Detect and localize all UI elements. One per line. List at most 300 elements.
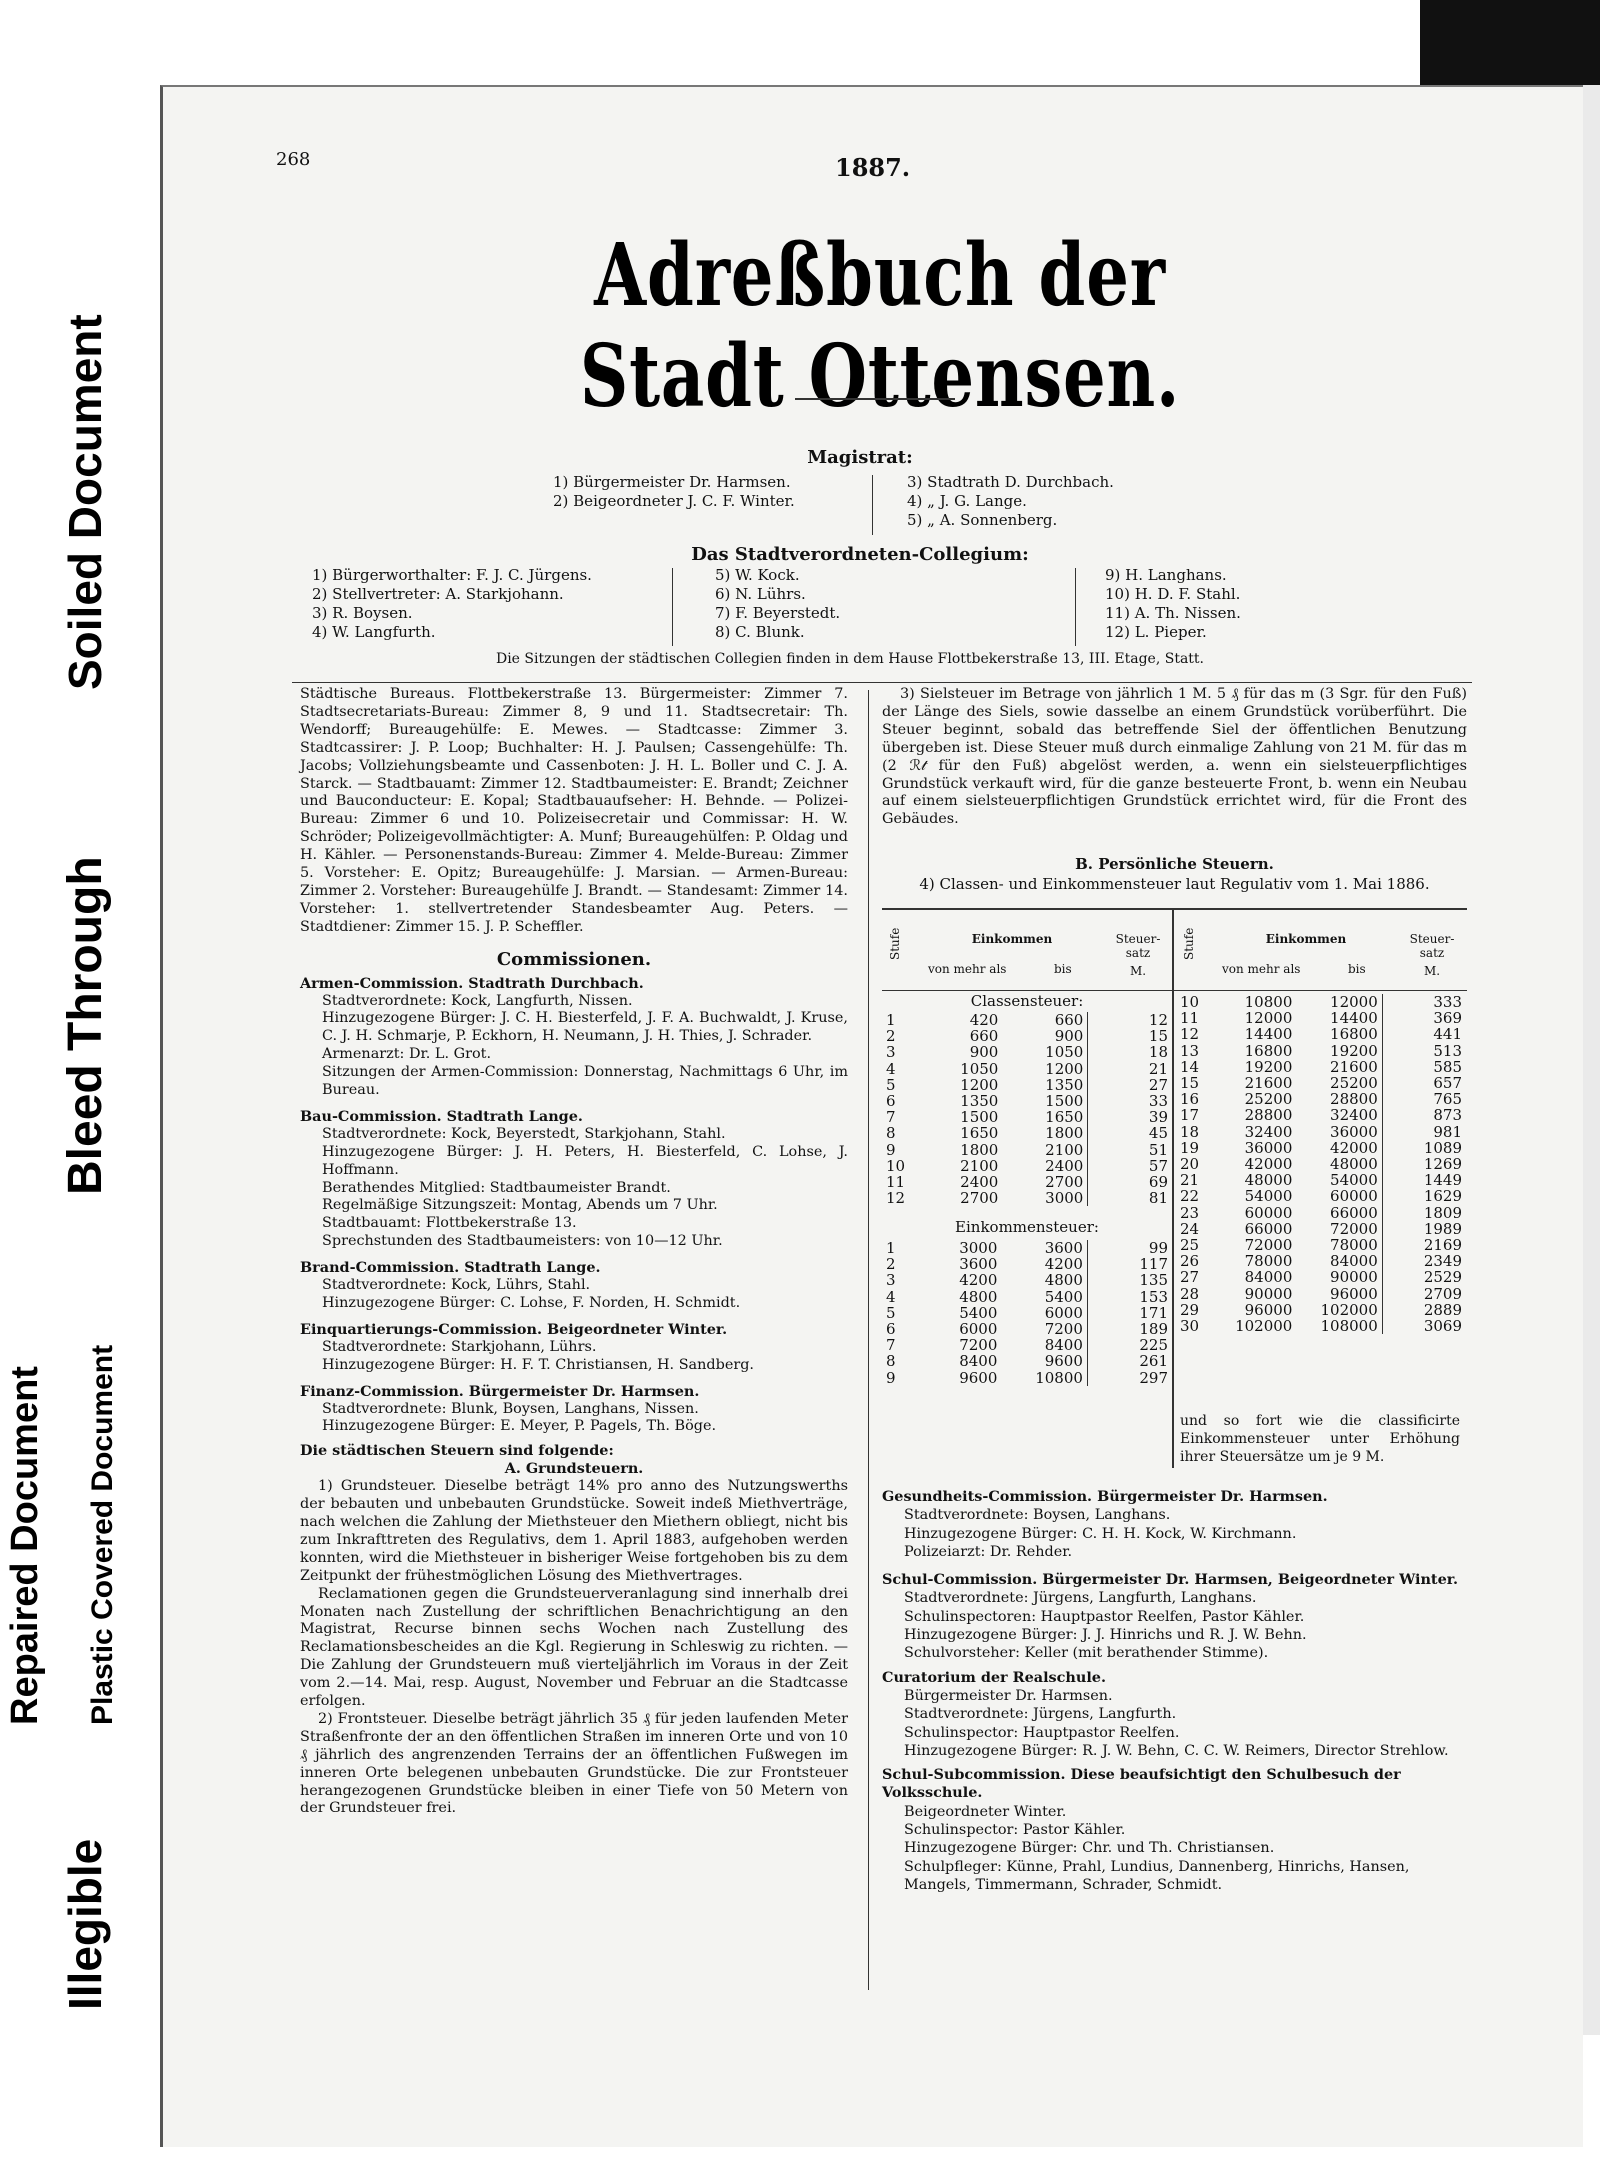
stufe-cell: 4	[886, 1059, 896, 1078]
von-cell: 36000	[1244, 1138, 1293, 1157]
steuersatz-cell: 765	[1382, 1091, 1466, 1107]
steuersatz-cell: 15	[1088, 1028, 1172, 1044]
tax-row	[1176, 1318, 1466, 1334]
commission-heading: Finanz-Commission. Bürgermeister Dr. Harmsen.	[300, 1382, 700, 1400]
steuersatz-cell: 189	[1087, 1321, 1172, 1337]
commission-line: Hinzugezogene Bürger: J. H. Peters, H. Biesterfeld, C. Lohse, J. Hoffmann.	[322, 1143, 848, 1178]
von-cell: 32400	[1244, 1122, 1293, 1141]
label-repaired: Repaired Document	[4, 1366, 46, 1725]
commission-line: Stadtverordnete: Kock, Beyerstedt, Starkjohann, Stahl.	[322, 1125, 726, 1142]
tax-row	[1176, 1188, 1466, 1204]
collegium-member: 12) L. Pieper.	[1105, 623, 1207, 641]
grundsteuern-heading: A. Grundsteuern.	[504, 1460, 644, 1478]
stufe-cell: 21	[1180, 1171, 1200, 1190]
stufe-cell: 1	[886, 1011, 896, 1029]
bis-cell: 8400	[1044, 1336, 1083, 1355]
steuersatz-cell: 297	[1087, 1370, 1172, 1386]
bis-cell: 36000	[1330, 1122, 1378, 1141]
commission-line: Sitzungen der Armen-Commission: Donnerstag, Nachmittags 6 Uhr, im Bureau.	[322, 1064, 848, 1099]
steuersatz-cell: 873	[1382, 1107, 1466, 1123]
collegium-member: 2) Stellvertreter: A. Starkjohann.	[312, 585, 564, 603]
column-divider	[868, 690, 869, 1990]
commission-line: Regelmäßige Sitzungszeit: Montag, Abends um 7 Uhr.	[322, 1197, 718, 1214]
bis-cell: 1350	[1045, 1075, 1084, 1094]
tax-row	[882, 1093, 1172, 1109]
steuersatz-cell: 99	[1087, 1240, 1172, 1256]
left-column	[300, 686, 848, 1818]
table-header-right	[1176, 912, 1466, 992]
von-cell: 1650	[960, 1124, 999, 1143]
commission-heading: Brand-Commission. Stadtrath Lange.	[300, 1259, 601, 1277]
steuersatz-cell: 981	[1382, 1124, 1466, 1140]
magistrat-item: 5) „ A. Sonnenberg.	[907, 511, 1058, 529]
tax-row	[882, 1289, 1172, 1305]
stufe-cell: 11	[886, 1173, 906, 1192]
steuersatz-cell: 1089	[1382, 1140, 1466, 1156]
tax-row	[882, 1012, 1172, 1028]
commission-line: Schulinspector: Pastor Kähler.	[904, 1822, 1126, 1839]
bis-cell: 1800	[1045, 1124, 1084, 1143]
von-cell: 54000	[1244, 1187, 1293, 1206]
von-cell: 3000	[959, 1239, 998, 1257]
tax-row	[1176, 1059, 1466, 1075]
tax-row	[1176, 1302, 1466, 1318]
commission-line: Armenarzt: Dr. L. Grot.	[322, 1046, 492, 1063]
bis-cell: 4800	[1044, 1271, 1083, 1290]
commission-heading: Armen-Commission. Stadtrath Durchbach.	[300, 974, 644, 992]
steuersatz-cell: 135	[1087, 1272, 1172, 1288]
tax-row	[882, 1109, 1172, 1125]
header-steuersatz: Steuer-satz	[1409, 932, 1455, 960]
von-cell: 16800	[1244, 1041, 1293, 1060]
commission-line: Schulinspector: Hauptpastor Reelfen.	[904, 1724, 1180, 1741]
commission-line: Hinzugezogene Bürger: C. H. H. Kock, W. Kirchmann.	[904, 1525, 1297, 1542]
stufe-cell: 27	[1180, 1268, 1200, 1287]
collegium-member: 9) H. Langhans.	[1105, 566, 1227, 584]
commission-line: Berathendes Mitglied: Stadtbaumeister Brandt.	[322, 1179, 671, 1196]
commission-line: Stadtverordnete: Kock, Langfurth, Nissen.	[322, 992, 633, 1009]
stufe-cell: 12	[886, 1189, 906, 1208]
bis-cell: 660	[1054, 1011, 1084, 1029]
magistrat-left	[553, 473, 873, 511]
von-cell: 2400	[960, 1173, 999, 1192]
table-top-rule	[882, 908, 1467, 910]
von-cell: 96000	[1244, 1300, 1293, 1319]
label-bleed-through: Bleed Through	[59, 856, 112, 1195]
bis-cell: 2700	[1045, 1173, 1084, 1192]
tax-row	[1176, 1205, 1466, 1221]
sielsteuer-paragraph: 3) Sielsteuer im Betrage von jährlich 1 M. 5 ₰ für das m (3 Sgr. für den Fuß) der Länge des Siels, sowie dasselbe an einem Grundstück vorüberführt. Die Steuer beginnt, sobald das betreffende Siel der öffentlichen Benutzung übergeben ist. Diese Steuer muß durch einmalige Zahlung von 21 M. für das m (2 ℛ𝓉 für den Fuß) abgelöst werden, a. wenn ein sielsteuerpflichtiges Grundstück verkauft wird, für die ganze besteuerte Front, b. wenn ein Neubau auf einem sielsteuerpflichtigen Grundstück errichtet wird, für die Front des Gebäudes.	[882, 686, 1467, 828]
steuersatz-cell: 81	[1088, 1190, 1172, 1206]
stufe-cell: 5	[886, 1303, 896, 1322]
bis-cell: 72000	[1330, 1219, 1378, 1238]
commission-line: Hinzugezogene Bürger: E. Meyer, P. Pagels, Th. Böge.	[322, 1418, 717, 1435]
section-b4-heading: 4) Classen- und Einkommensteuer laut Regulativ vom 1. Mai 1886.	[919, 875, 1430, 893]
steuersatz-cell: 171	[1087, 1305, 1172, 1321]
bis-cell: 90000	[1330, 1268, 1378, 1287]
stufe-cell: 7	[886, 1336, 896, 1355]
steuersatz-cell: 1449	[1382, 1172, 1466, 1188]
tax-row	[1176, 1091, 1466, 1107]
stufe-cell: 17	[1180, 1106, 1200, 1125]
taxes-intro: Die städtischen Steuern sind folgende:	[300, 1442, 614, 1460]
tax-row	[882, 1305, 1172, 1321]
commission-line: Stadtverordnete: Blunk, Boysen, Langhans, Nissen.	[322, 1400, 699, 1417]
von-cell: 420	[969, 1011, 999, 1029]
side-label-panel	[0, 0, 150, 2177]
collegium-member: 1) Bürgerworthalter: F. J. C. Jürgens.	[312, 566, 592, 584]
von-cell: 1800	[960, 1140, 999, 1159]
commission-line: Schulinspectoren: Hauptpastor Reelfen, Pastor Kähler.	[904, 1608, 1305, 1625]
steuersatz-cell: 2889	[1382, 1302, 1466, 1318]
classensteuer-label: Classensteuer:	[970, 992, 1084, 1010]
tax-row	[882, 1044, 1172, 1060]
commission-line: Schulvorsteher: Keller (mit berathender Stimme).	[904, 1645, 1269, 1662]
tax-row	[1176, 1237, 1466, 1253]
steuersatz-cell: 2349	[1382, 1253, 1466, 1269]
stufe-cell: 22	[1180, 1187, 1200, 1206]
stufe-cell: 16	[1180, 1090, 1200, 1109]
bis-cell: 3000	[1045, 1189, 1084, 1208]
von-cell: 7200	[959, 1336, 998, 1355]
bis-cell: 84000	[1330, 1252, 1378, 1271]
von-cell: 900	[969, 1043, 999, 1062]
commission-heading: Gesundheits-Commission. Bürgermeister Dr. Harmsen.	[882, 1488, 1328, 1505]
commission-line: Stadtverordnete: Boysen, Langhans.	[904, 1507, 1171, 1524]
table-mid-divider	[1172, 908, 1174, 1468]
von-cell: 9600	[959, 1368, 998, 1387]
collegium-member: 7) F. Beyerstedt.	[715, 604, 841, 622]
steuersatz-cell: 369	[1382, 1010, 1466, 1026]
table-header-left	[882, 912, 1172, 992]
stufe-cell: 29	[1180, 1300, 1200, 1319]
bis-cell: 14400	[1330, 1009, 1378, 1028]
tax-row	[1176, 1043, 1466, 1059]
collegium-member: 3) R. Boysen.	[312, 604, 413, 622]
scan-background	[1420, 0, 1600, 85]
bis-cell: 96000	[1330, 1284, 1378, 1303]
von-cell: 42000	[1244, 1155, 1293, 1174]
bis-cell: 1050	[1045, 1043, 1084, 1062]
einkommensteuer-table	[882, 1240, 1172, 1386]
steuersatz-cell: 51	[1088, 1142, 1172, 1158]
stufe-cell: 9	[886, 1140, 896, 1159]
collegium-heading: Das Stadtverordneten-Collegium:	[691, 544, 1029, 565]
steuersatz-cell: 1629	[1382, 1188, 1466, 1204]
stufe-cell: 7	[886, 1108, 896, 1127]
tax-row	[882, 1190, 1172, 1206]
commission-line: Hinzugezogene Bürger: J. J. Hinrichs und R. J. W. Behn.	[904, 1627, 1307, 1644]
commission-line: Stadtverordnete: Jürgens, Langfurth.	[904, 1706, 1177, 1723]
stufe-cell: 12	[1180, 1025, 1200, 1044]
header-einkommen: Einkommen	[1265, 932, 1347, 946]
header-von-mehr-als: von mehr als	[928, 962, 1007, 976]
right-column-commissions	[882, 1488, 1467, 1894]
sessions-note: Die Sitzungen der städtischen Collegien finden in dem Hause Flottbekerstraße 13, III. Etage, Statt.	[495, 651, 1205, 667]
reclamation-paragraph: Reclamationen gegen die Grundsteuerveranlagung sind innerhalb drei Monaten nach Zustellung der schriftlichen Benachrichtigung an den Magistrat, Recurse binnen sechs Wochen nach Zustellung des Reclamationsbescheides an die Kgl. Regierung in Schleswig zu richten. — Die Zahlung der Grundsteuern muß vierteljährlich im Voraus in der Zeit vom 2.—14. Mai, resp. August, November und Februar an die Stadtcasse erfolgen.	[300, 1585, 848, 1710]
von-cell: 5400	[959, 1303, 998, 1322]
header-unit: M.	[1423, 964, 1441, 978]
bis-cell: 66000	[1330, 1203, 1378, 1222]
stufe-cell: 5	[886, 1075, 896, 1094]
bis-cell: 3600	[1044, 1239, 1083, 1257]
tax-row	[882, 1272, 1172, 1288]
magistrat-right	[907, 473, 1207, 530]
stufe-cell: 18	[1180, 1122, 1200, 1141]
steuersatz-cell: 585	[1382, 1059, 1466, 1075]
commission-line: Hinzugezogene Bürger: Chr. und Th. Christiansen.	[904, 1840, 1275, 1857]
bis-cell: 1200	[1045, 1059, 1084, 1078]
tax-row	[1176, 1286, 1466, 1302]
magistrat-heading: Magistrat:	[807, 447, 913, 468]
tax-row	[1176, 994, 1466, 1010]
bis-cell: 10800	[1035, 1368, 1083, 1387]
header-von-mehr-als: von mehr als	[1222, 962, 1301, 976]
stufe-cell: 25	[1180, 1236, 1200, 1255]
label-plastic-covered: Plastic Covered Document	[86, 1344, 119, 1725]
von-cell: 78000	[1244, 1252, 1293, 1271]
header-separator	[292, 682, 1472, 683]
stufe-cell: 24	[1180, 1219, 1200, 1238]
table-header-rule	[882, 990, 1467, 991]
stufe-cell: 8	[886, 1352, 896, 1371]
stufe-cell: 28	[1180, 1284, 1200, 1303]
collegium-member: 6) N. Lührs.	[715, 585, 806, 603]
bis-cell: 108000	[1320, 1317, 1378, 1336]
bis-cell: 48000	[1330, 1155, 1378, 1174]
von-cell: 14400	[1244, 1025, 1293, 1044]
von-cell: 2100	[960, 1156, 999, 1175]
tax-row	[882, 1061, 1172, 1077]
collegium-divider	[672, 568, 673, 646]
tax-row	[1176, 1269, 1466, 1285]
von-cell: 3600	[959, 1255, 998, 1274]
von-cell: 660	[969, 1027, 999, 1046]
header-bis: bis	[1348, 962, 1366, 976]
tax-row	[882, 1142, 1172, 1158]
collegium-col1	[312, 566, 672, 642]
tax-row	[1176, 1010, 1466, 1026]
commission-line: Polizeiarzt: Dr. Rehder.	[904, 1543, 1073, 1560]
commission-heading: Schul-Subcommission. Diese beaufsichtigt den Schulbesuch der Volksschule.	[882, 1766, 1401, 1802]
header-stufe: Stufe	[888, 927, 902, 960]
steuersatz-cell: 1989	[1382, 1221, 1466, 1237]
stufe-cell: 8	[886, 1124, 896, 1143]
commission-line: Stadtverordnete: Starkjohann, Lührs.	[322, 1338, 597, 1355]
von-cell: 72000	[1244, 1236, 1293, 1255]
commission-line: Stadtbauamt: Flottbekerstraße 13.	[322, 1215, 577, 1232]
tax-row	[1176, 1140, 1466, 1156]
commission-heading: Schul-Commission. Bürgermeister Dr. Harmsen, Beigeordneter Winter.	[882, 1571, 1458, 1589]
von-cell: 1200	[960, 1075, 999, 1094]
commission-line: Hinzugezogene Bürger: R. J. W. Behn, C. C. W. Reimers, Director Strehlow.	[904, 1742, 1449, 1759]
header-steuersatz: Steuer-satz	[1115, 932, 1161, 960]
title-rule	[795, 398, 955, 400]
stufe-cell: 9	[886, 1368, 896, 1387]
table-note: und so fort wie die classificirte Einkommensteuer unter Erhöhung ihrer Steuersätze um je 9 M.	[1180, 1413, 1460, 1465]
commission-line: Stadtverordnete: Kock, Lührs, Stahl.	[322, 1277, 591, 1294]
steuersatz-cell: 21	[1088, 1061, 1172, 1077]
steuersatz-cell: 2529	[1382, 1269, 1466, 1285]
von-cell: 8400	[959, 1352, 998, 1371]
von-cell: 60000	[1244, 1203, 1293, 1222]
steuersatz-cell: 2709	[1382, 1286, 1466, 1302]
magistrat-item: 1) Bürgermeister Dr. Harmsen.	[553, 473, 791, 491]
bis-cell: 6000	[1044, 1303, 1083, 1322]
steuersatz-cell: 12	[1088, 1012, 1172, 1028]
stufe-cell: 4	[886, 1287, 896, 1306]
stufe-cell: 26	[1180, 1252, 1200, 1271]
steuersatz-cell: 57	[1088, 1158, 1172, 1174]
steuersatz-cell: 117	[1087, 1256, 1172, 1272]
stufe-cell: 1	[886, 1239, 896, 1257]
stufe-cell: 3	[886, 1043, 896, 1062]
section-b-heading: B. Persönliche Steuern.	[1075, 855, 1274, 873]
commission-heading: Einquartierungs-Commission. Beigeordneter Winter.	[300, 1320, 728, 1338]
collegium-member: 5) W. Kock.	[715, 566, 800, 584]
bis-cell: 19200	[1330, 1041, 1378, 1060]
frontsteuer-paragraph: 2) Frontsteuer. Dieselbe beträgt jährlich 35 ₰ für jeden laufenden Meter Straßenfronte der an den öffentlichen Straßen im inneren Orte und von 10 ₰ jährlich des angrenzenden Terrains der an öffentlichen Fußwegen im inneren Orte belegenen unbebauten Grundstücke. Die zur Frontsteuer herangezogenen Grundstücke bleiben in einer Tiefe von 50 Metern von der Grundsteuer frei.	[300, 1710, 848, 1817]
tax-row	[1176, 1221, 1466, 1237]
label-soiled: Soiled Document	[59, 314, 111, 690]
magistrat-divider	[872, 475, 873, 535]
stufe-cell: 6	[886, 1092, 896, 1111]
commission-line: Hinzugezogene Bürger: H. F. T. Christiansen, H. Sandberg.	[322, 1356, 755, 1373]
steuersatz-cell: 261	[1087, 1353, 1172, 1369]
steuersatz-cell: 657	[1382, 1075, 1466, 1091]
tax-row	[1176, 1107, 1466, 1123]
header-stufe: Stufe	[1182, 927, 1196, 960]
von-cell: 10800	[1244, 993, 1293, 1011]
collegium-col3	[1105, 566, 1355, 642]
tax-row	[1176, 1124, 1466, 1140]
collegium-member: 4) W. Langfurth.	[312, 623, 436, 641]
von-cell: 1500	[960, 1108, 999, 1127]
steuersatz-cell: 1269	[1382, 1156, 1466, 1172]
stufe-cell: 11	[1180, 1009, 1200, 1028]
bis-cell: 25200	[1330, 1074, 1378, 1093]
tax-row	[882, 1158, 1172, 1174]
tax-row	[882, 1321, 1172, 1337]
von-cell: 6000	[959, 1320, 998, 1339]
steuersatz-cell: 153	[1087, 1289, 1172, 1305]
bis-cell: 7200	[1044, 1320, 1083, 1339]
commission-line: Sprechstunden des Stadtbaumeisters: von 10—12 Uhr.	[322, 1233, 723, 1250]
von-cell: 84000	[1244, 1268, 1293, 1287]
tax-row	[882, 1077, 1172, 1093]
magistrat-item: 2) Beigeordneter J. C. F. Winter.	[553, 492, 795, 510]
von-cell: 12000	[1244, 1009, 1293, 1028]
tax-row	[1176, 1172, 1466, 1188]
von-cell: 25200	[1244, 1090, 1293, 1109]
stufe-cell: 2	[886, 1027, 896, 1046]
stufe-cell: 19	[1180, 1138, 1200, 1157]
label-illegible: Illegible	[59, 1838, 111, 2010]
tax-row	[1176, 1026, 1466, 1042]
collegium-divider	[1075, 568, 1076, 646]
tax-row	[882, 1240, 1172, 1256]
von-cell: 4800	[959, 1287, 998, 1306]
stufe-cell: 2	[886, 1255, 896, 1274]
collegium-col2	[715, 566, 915, 642]
tax-row	[882, 1353, 1172, 1369]
stufe-cell: 14	[1180, 1057, 1200, 1076]
tax-row	[1176, 1253, 1466, 1269]
tax-row	[882, 1256, 1172, 1272]
commission-line: Stadtverordnete: Jürgens, Langfurth, Langhans.	[904, 1590, 1257, 1607]
steuersatz-cell: 3069	[1382, 1318, 1466, 1334]
von-cell: 1350	[960, 1092, 999, 1111]
commission-line: Bürgermeister Dr. Harmsen.	[904, 1687, 1113, 1704]
page-number: 268	[276, 149, 311, 170]
magistrat-item: 3) Stadtrath D. Durchbach.	[907, 473, 1114, 491]
bis-cell: 4200	[1044, 1255, 1083, 1274]
commission-heading: Curatorium der Realschule.	[882, 1668, 1106, 1686]
header-einkommen: Einkommen	[971, 932, 1053, 946]
year: 1887.	[835, 153, 911, 182]
steuersatz-cell: 45	[1088, 1125, 1172, 1141]
commission-heading: Bau-Commission. Stadtrath Lange.	[300, 1107, 583, 1125]
von-cell: 48000	[1244, 1171, 1293, 1190]
tax-row	[1176, 1075, 1466, 1091]
einkommensteuer-label: Einkommensteuer:	[955, 1218, 1099, 1236]
steuersatz-cell: 39	[1088, 1109, 1172, 1125]
stufe-cell: 30	[1180, 1317, 1200, 1336]
steuersatz-cell: 225	[1087, 1337, 1172, 1353]
bis-cell: 2100	[1045, 1140, 1084, 1159]
bureaus-paragraph: Städtische Bureaus. Flottbekerstraße 13. Bürgermeister: Zimmer 7. Stadtsecretariats-Bureau: Zimmer 8, 9 und 11. Stadtsecretair: Th. Wendorff; Bureaugehülfe: E. Mewes. — Stadtcasse: Zimmer 3. Stadtcassirer: J. P. Loop; Buchhalter: H. J. Paulsen; Cassengehülfe: Th. Jacobs; Vollziehungsbeamte und Cassenboten: J. H. L. Boller und C. J. A. Starck. — Stadtbauamt: Zimmer 12. Stadtbaumeister: E. Brandt; Zeichner und Bauconducteur: E. Kopal; Stadtbauaufseher: H. Behnde. — Polizei-Bureau: Zimmer 6 und 10. Polizeisecretair und Commissar: H. W. Schröder; Polizeigevollmächtigter: A. Munf; Bureaugehülfen: P. Oldag und H. Kähler. — Personenstands-Bureau: Zimmer 4. Melde-Bureau: Zimmer 5. Vorsteher: E. Opitz; Bureaugehülfe: J. Marsian. — Armen-Bureau: Zimmer 2. Vorsteher: Bureaugehülfe J. Brandt. — Standesamt: Zimmer 14. Vorsteher: 1. stellvertretender Standesbeamter Aug. Peters. — Stadtdiener: Zimmer 15. J. P. Scheffler.	[300, 686, 848, 935]
bis-cell: 78000	[1330, 1236, 1378, 1255]
bis-cell: 21600	[1330, 1057, 1378, 1076]
bis-cell: 54000	[1330, 1171, 1378, 1190]
stufe-cell: 15	[1180, 1074, 1200, 1093]
bis-cell: 5400	[1044, 1287, 1083, 1306]
collegium-member: 11) A. Th. Nissen.	[1105, 604, 1241, 622]
tax-row	[882, 1337, 1172, 1353]
steuersatz-cell: 69	[1088, 1174, 1172, 1190]
steuersatz-cell: 513	[1382, 1043, 1466, 1059]
commission-line: Schulpfleger: Künne, Prahl, Lundius, Dannenberg, Hinrichs, Hansen, Mangels, Timmermann, Schrader, Schmidt.	[904, 1858, 1410, 1893]
commissionen-heading: Commissionen.	[496, 948, 652, 970]
stufe-cell: 3	[886, 1271, 896, 1290]
page-title: Adreßbuch der Stadt Ottensen.	[579, 225, 1181, 427]
commission-line: Beigeordneter Winter.	[904, 1803, 1067, 1820]
steuersatz-cell: 18	[1088, 1044, 1172, 1060]
steuersatz-cell: 441	[1382, 1026, 1466, 1042]
bis-cell: 16800	[1330, 1025, 1378, 1044]
stufe-cell: 23	[1180, 1203, 1200, 1222]
stufe-cell: 10	[1180, 993, 1200, 1011]
tax-row	[882, 1125, 1172, 1141]
tax-row	[882, 1174, 1172, 1190]
bis-cell: 1650	[1045, 1108, 1084, 1127]
bis-cell: 42000	[1330, 1138, 1378, 1157]
bis-cell: 1500	[1045, 1092, 1084, 1111]
bis-cell: 32400	[1330, 1106, 1378, 1125]
bis-cell: 2400	[1045, 1156, 1084, 1175]
von-cell: 66000	[1244, 1219, 1293, 1238]
stufe-cell: 10	[886, 1156, 906, 1175]
bis-cell: 9600	[1044, 1352, 1083, 1371]
von-cell: 4200	[959, 1271, 998, 1290]
steuersatz-cell: 27	[1088, 1077, 1172, 1093]
bis-cell: 28800	[1330, 1090, 1378, 1109]
tax-row	[882, 1028, 1172, 1044]
collegium-member: 10) H. D. F. Stahl.	[1105, 585, 1241, 603]
header-bis: bis	[1054, 962, 1072, 976]
bis-cell: 102000	[1320, 1300, 1378, 1319]
bis-cell: 900	[1054, 1027, 1084, 1046]
